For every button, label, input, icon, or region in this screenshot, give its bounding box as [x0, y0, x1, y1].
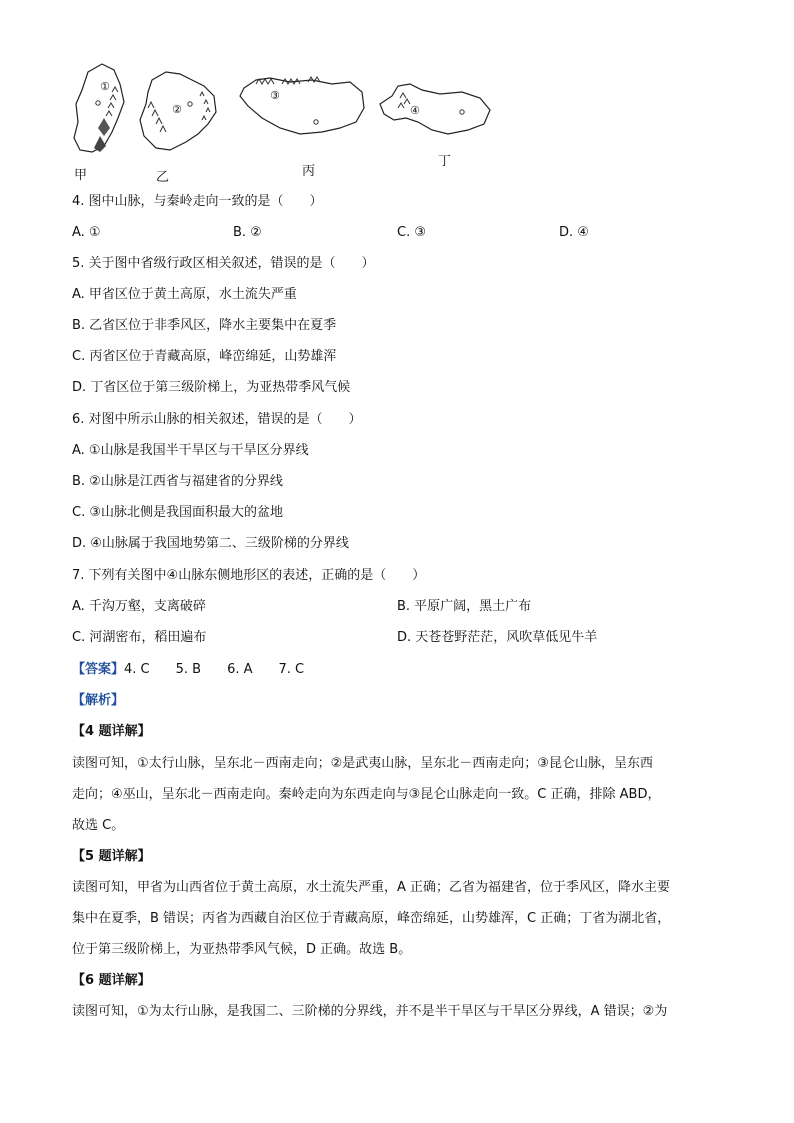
detail-4-line-1: 读图可知，①太行山脉，呈东北－西南走向；②是武夷山脉，呈东北－西南走向；③昆仑山脉，呈东西: [72, 756, 653, 771]
detail-4-line-3: 故选 C。: [72, 818, 125, 833]
detail-5-line-2: 集中在夏季，B 错误；丙省为西藏自治区位于青藏高原，峰峦绵延，山势雄浑，C 正确；丁省为湖北省，: [72, 911, 671, 926]
q5-option-d: D. 丁省区位于第三级阶梯上，为亚热带季风气候: [72, 380, 351, 395]
question-6-stem: 6. 对图中所示山脉的相关叙述，错误的是（ ）: [72, 412, 362, 427]
map-label-bing: 丙: [302, 164, 316, 179]
detail-4-line-2: 走向；④巫山，呈东北－西南走向。秦岭走向为东西走向与③昆仑山脉走向一致。C 正确，排除 ABD，: [72, 787, 661, 802]
map-yi: [140, 72, 216, 150]
q5-option-b: B. 乙省区位于非季风区，降水主要集中在夏季: [72, 318, 337, 333]
q6-option-a: A. ①山脉是我国半干旱区与干旱区分界线: [72, 443, 309, 458]
answer-label: 【答案】: [72, 662, 125, 677]
province-maps-figure: [0, 0, 794, 190]
q6-option-b: B. ②山脉是江西省与福建省的分界线: [72, 474, 283, 489]
q4-option-d: D. ④: [559, 225, 589, 240]
map-label-jia: 甲: [74, 168, 88, 183]
q7-option-c: C. 河湖密布，稻田遍布: [72, 630, 207, 645]
map-bing: [240, 77, 364, 134]
q5-option-c: C. 丙省区位于青藏高原，峰峦绵延，山势雄浑: [72, 349, 337, 364]
q5-option-a: A. 甲省区位于黄土高原，水土流失严重: [72, 287, 297, 302]
question-5-stem: 5. 关于图中省级行政区相关叙述，错误的是（ ）: [72, 256, 375, 271]
analysis-label: 【解析】: [72, 693, 125, 708]
map-label-ding: 丁: [438, 154, 452, 169]
question-7-stem: 7. 下列有关图中④山脉东侧地形区的表述，正确的是（ ）: [72, 568, 426, 583]
q7-option-b: B. 平原广阔，黑土广布: [397, 599, 532, 614]
question-4-stem: 4. 图中山脉，与秦岭走向一致的是（ ）: [72, 194, 323, 209]
detail-6-title: 【6 题详解】: [72, 973, 151, 988]
detail-5-line-1: 读图可知，甲省为山西省位于黄土高原，水土流失严重，A 正确；乙省为福建省，位于季风区，降水主要: [72, 880, 671, 895]
answer-line: [72, 662, 304, 678]
detail-6-line-1: 读图可知，①为太行山脉，是我国二、三阶梯的分界线，并不是半干旱区与干旱区分界线，A 错误；②为: [72, 1004, 668, 1019]
q4-option-a: A. ①: [72, 225, 101, 240]
q4-option-b: B. ②: [233, 225, 262, 240]
q6-option-d: D. ④山脉属于我国地势第二、三级阶梯的分界线: [72, 536, 349, 551]
detail-5-line-3: 位于第三级阶梯上，为亚热带季风气候，D 正确。故选 B。: [72, 942, 412, 957]
answer-text: 4. C 5. B 6. A 7. C: [124, 662, 305, 677]
detail-4-title: 【4 题详解】: [72, 724, 151, 739]
q4-option-c: C. ③: [397, 225, 426, 240]
marker-4: ④: [410, 104, 420, 117]
map-jia: [74, 64, 124, 152]
marker-1: ①: [100, 80, 110, 93]
map-label-yi: 乙: [156, 170, 170, 185]
q7-option-d: D. 天苍苍野茫茫，风吹草低见牛羊: [397, 630, 598, 645]
map-ding: [380, 84, 490, 134]
q6-option-c: C. ③山脉北侧是我国面积最大的盆地: [72, 505, 283, 520]
marker-2: ②: [172, 103, 182, 116]
detail-5-title: 【5 题详解】: [72, 849, 151, 864]
marker-3: ③: [270, 89, 280, 102]
q7-option-a: A. 千沟万壑，支离破碎: [72, 599, 206, 614]
